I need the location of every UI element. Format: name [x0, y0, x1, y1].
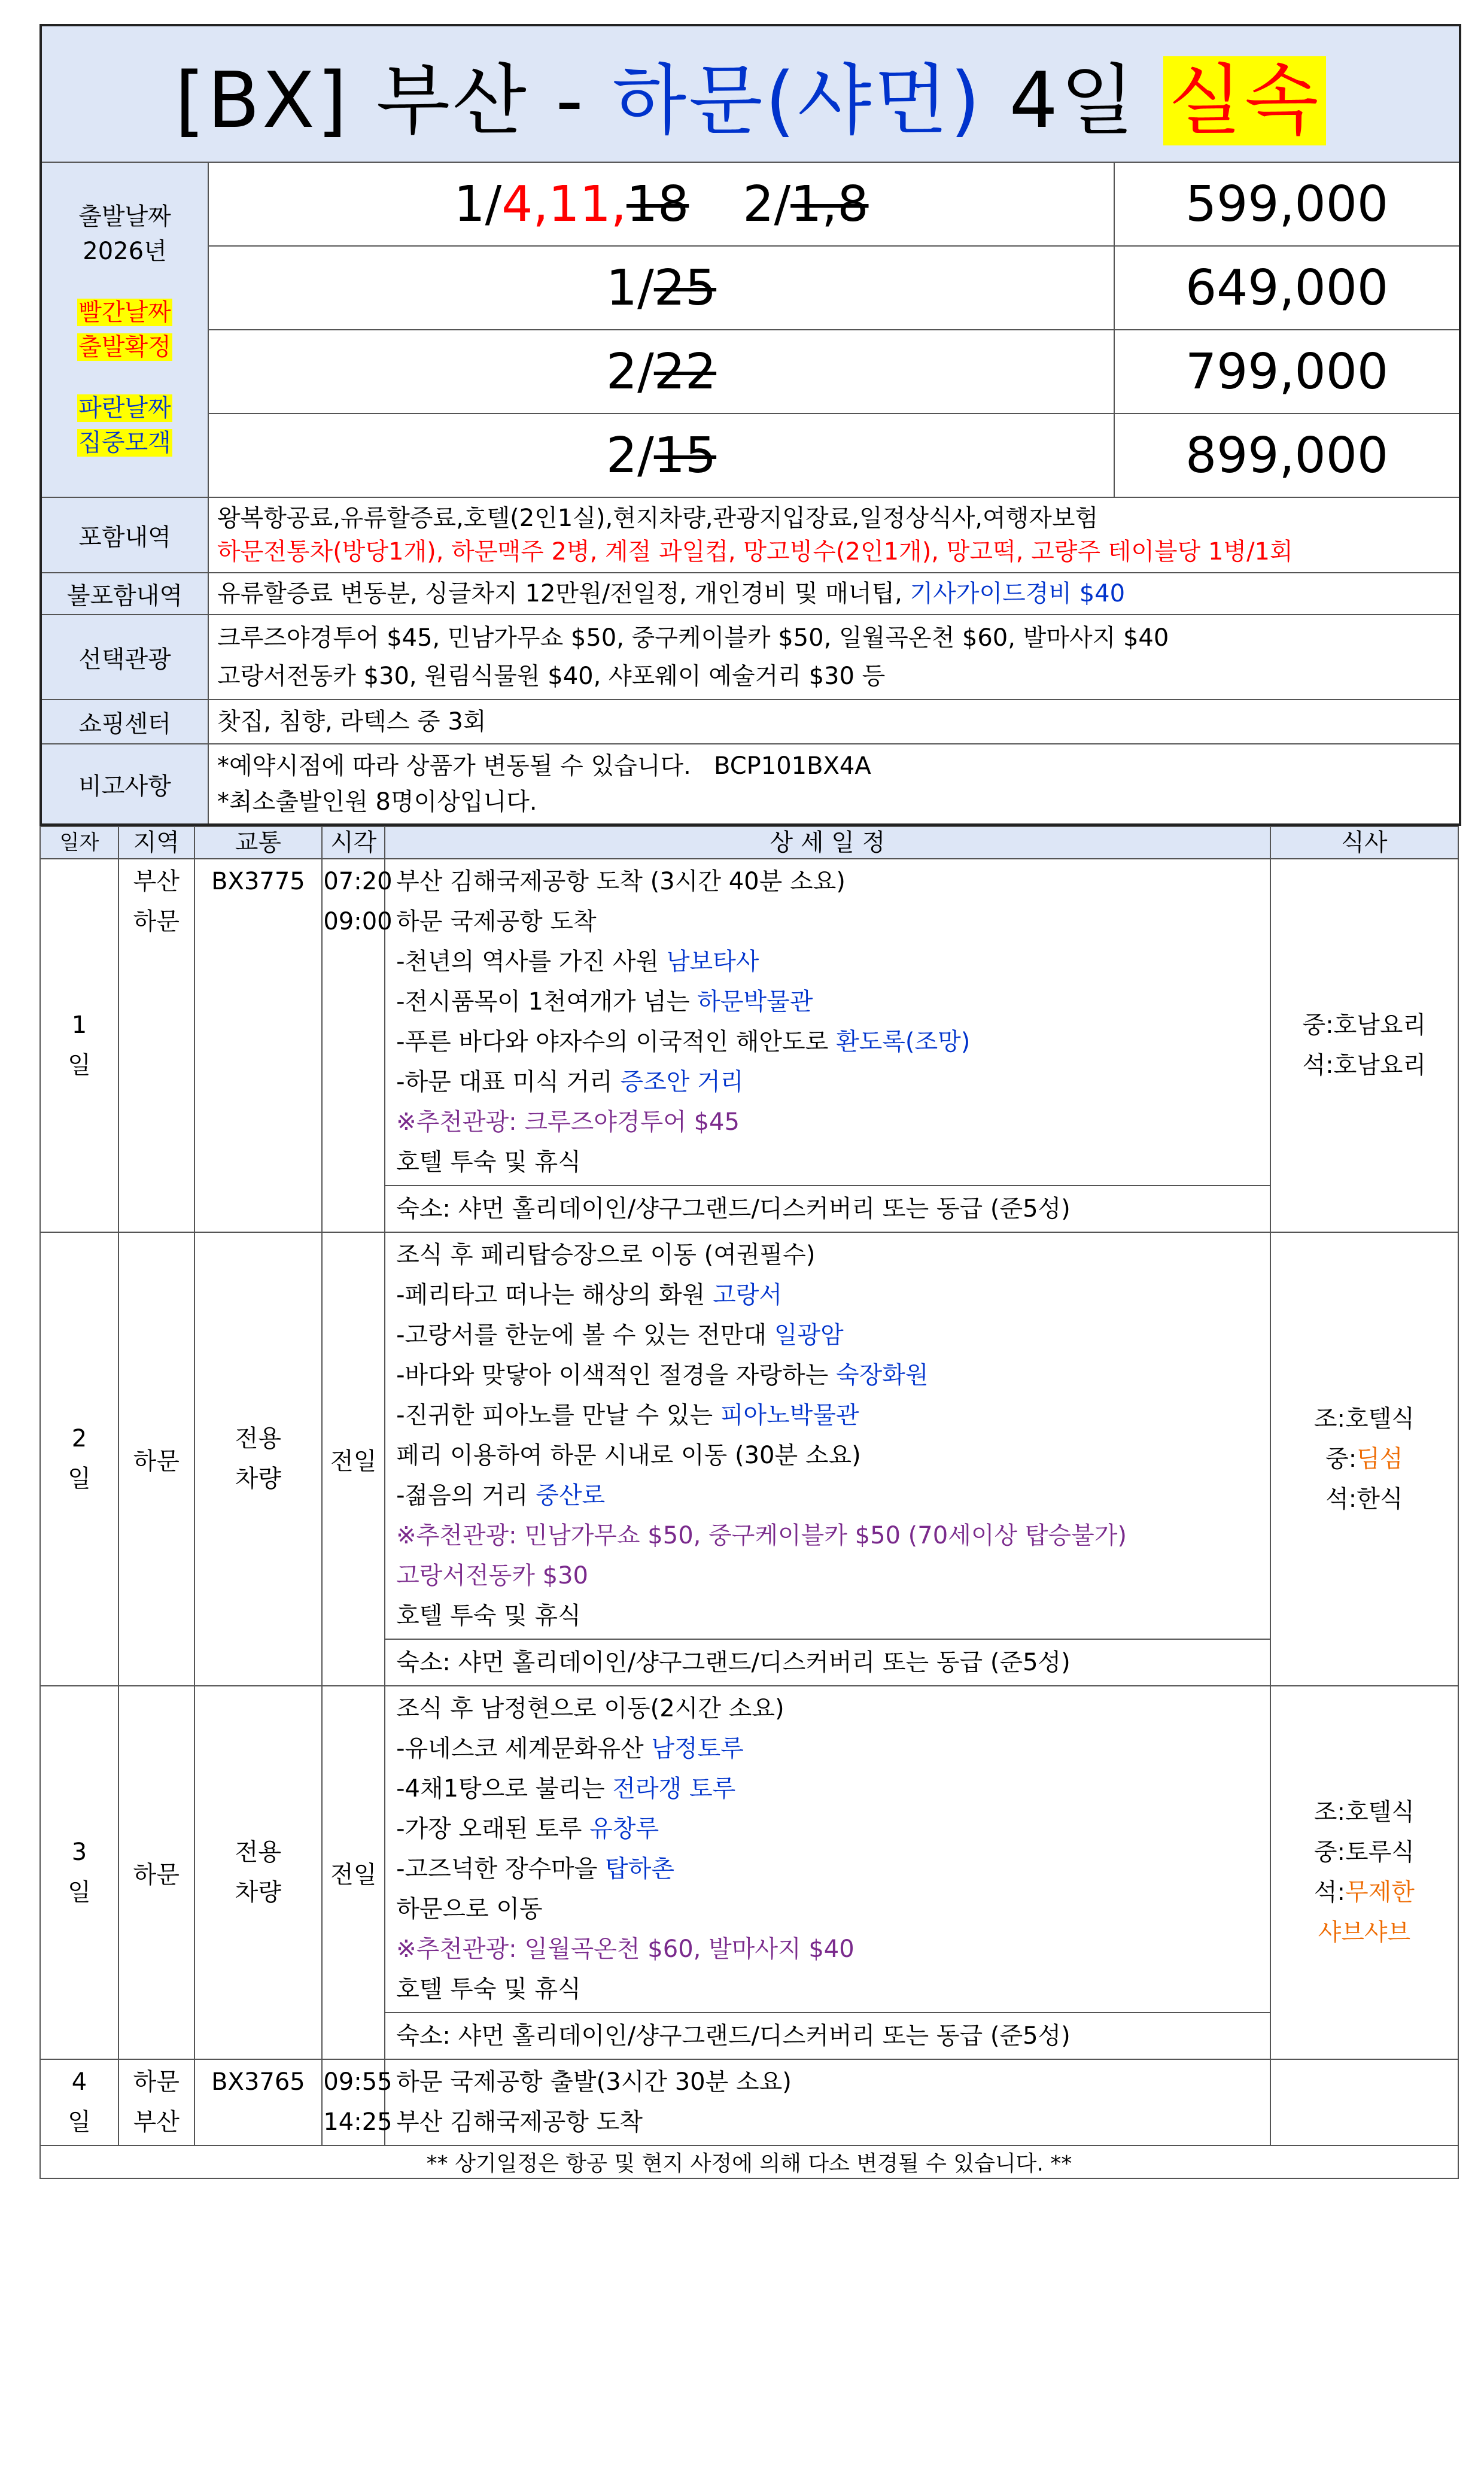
- remarks-line-2: *최소출발인원 8명이상입니다.: [217, 788, 537, 816]
- header-time: 시각: [322, 826, 385, 859]
- detail-line: 페리 이용하여 하문 시내로 이동 (30분 소요): [396, 1442, 861, 1469]
- date-month: 1/: [454, 175, 502, 233]
- region-line: 부산: [133, 2108, 180, 2136]
- header-region: 지역: [118, 826, 194, 859]
- day-3-hotel: 숙소: 샤먼 홀리데이인/샹구그랜드/디스커버리 또는 동급 (준5성): [385, 2013, 1270, 2059]
- detail-text: -바다와 맞닿아 이색적인 절경을 자랑하는: [396, 1361, 836, 1389]
- time-line: 09:55: [323, 2068, 393, 2096]
- region-line: 하문: [133, 2068, 180, 2096]
- header-transport: 교통: [194, 826, 323, 859]
- attraction-name: 증조안 거리: [620, 1068, 744, 1096]
- day-number: 4: [71, 2068, 87, 2096]
- price-row-1: 599,000: [1114, 162, 1460, 246]
- day-unit: 일: [68, 1465, 91, 1493]
- day-2-meals: [1270, 1232, 1458, 1686]
- date-confirmed: 4,11,: [501, 175, 627, 233]
- product-title: [41, 25, 1460, 162]
- detail-text: -전시품목이 1천여개가 넘는: [396, 988, 698, 1016]
- shopping-label: 쇼핑센터: [41, 700, 208, 744]
- excluded-label: 불포함내역: [41, 573, 208, 615]
- meal-prefix: 중:: [1325, 1445, 1357, 1473]
- detail-text: -천년의 역사를 가진 사원: [396, 948, 667, 975]
- day-unit: 일: [68, 1051, 91, 1079]
- gather-legend-2: 집중모객: [78, 429, 171, 457]
- day-1-label: [40, 859, 118, 1232]
- departure-label: [41, 162, 208, 497]
- detail-line: 조식 후 페리탑승장으로 이동 (여권필수): [396, 1241, 816, 1269]
- meal-line: 조:호텔식: [1313, 1798, 1415, 1826]
- attraction-name: 전라갱 토루: [612, 1775, 736, 1803]
- detail-text: -페리타고 떠나는 해상의 화원: [396, 1281, 713, 1309]
- optional-label: 선택관광: [41, 615, 208, 700]
- day-2-transport: [194, 1232, 323, 1686]
- optional-text: [208, 615, 1460, 700]
- day-4-flight: BX3765: [194, 2059, 323, 2145]
- detail-text: -젊음의 거리: [396, 1482, 536, 1509]
- meal-line: [1272, 1873, 1457, 1913]
- transport-line: 전용: [235, 1838, 282, 1866]
- day-1-region: [118, 859, 194, 1232]
- attraction-name: 고랑서: [713, 1281, 783, 1309]
- attraction-name: 숙장화원: [836, 1361, 929, 1389]
- recommended-tour: 고랑서전동카 $30: [396, 1562, 589, 1589]
- detail-text: -가장 오래된 토루: [396, 1815, 590, 1843]
- itinerary-sheet: [39, 24, 1459, 2179]
- title-prefix: [BX] 부산 -: [175, 56, 613, 145]
- price-row-2: 649,000: [1114, 246, 1460, 330]
- detail-line: [396, 1062, 1259, 1102]
- detail-text: -고랑서를 한눈에 볼 수 있는 전만대: [396, 1321, 774, 1349]
- day-4-row: [40, 2059, 1458, 2145]
- confirmed-legend-1: 빨간날짜: [78, 299, 171, 326]
- departure-dates-row-1: [208, 162, 1114, 246]
- departure-dates-row-3: [208, 330, 1114, 414]
- transport-line: 차량: [235, 1465, 282, 1493]
- day-1-meals: [1270, 859, 1458, 1232]
- attraction-name: 환도록(조망): [836, 1028, 971, 1056]
- special-meal: 딤섬: [1357, 1445, 1403, 1473]
- date-closed: 22: [653, 343, 717, 400]
- date-closed: 18: [626, 175, 689, 233]
- region-line: 하문: [133, 908, 180, 935]
- detail-text: -유네스코 세계문화유산: [396, 1735, 652, 1762]
- detail-line: [396, 1729, 1259, 1769]
- day-3-region: 하문: [118, 1686, 194, 2059]
- title-days: 4일: [982, 56, 1164, 145]
- detail-line: 호텔 투숙 및 휴식: [396, 1602, 581, 1630]
- attraction-name: 일광암: [774, 1321, 844, 1349]
- attraction-name: 유창루: [589, 1815, 659, 1843]
- meal-line: 석:한식: [1325, 1485, 1403, 1513]
- day-2-time: 전일: [322, 1232, 385, 1686]
- transport-line: 전용: [235, 1425, 282, 1452]
- day-unit: 일: [68, 2108, 91, 2136]
- detail-line: 하문 국제공항 도착: [396, 908, 597, 935]
- departure-label-line1: 출발날짜: [78, 203, 171, 230]
- meal-line: 중:토루식: [1313, 1838, 1415, 1866]
- meal-line: 석:호남요리: [1302, 1051, 1427, 1079]
- day-number: 3: [71, 1838, 87, 1866]
- departure-dates-row-2: [208, 246, 1114, 330]
- meal-line: [1272, 1439, 1457, 1479]
- transport-line: 차량: [235, 1879, 282, 1906]
- time-line: 09:00: [323, 908, 393, 935]
- optional-line-1: 크루즈야경투어 $45, 민남가무쇼 $50, 중구케이블카 $50, 일월곡온천 $60, 발마사지 $40: [217, 624, 1169, 652]
- included-line-1: 왕복항공료,유류할증료,호텔(2인1실),현지차량,관광지입장료,일정상식사,여행자보험: [217, 504, 1099, 532]
- date-month: 2/: [743, 175, 791, 233]
- day-2-region: 하문: [118, 1232, 194, 1686]
- detail-line: [396, 1355, 1259, 1396]
- date-month: 2/: [606, 343, 654, 400]
- detail-text: -고즈넉한 장수마을: [396, 1855, 606, 1883]
- region-line: 부산: [133, 868, 180, 895]
- detail-line: 부산 김해국제공항 도착 (3시간 40분 소요): [396, 868, 846, 895]
- date-closed: 1,8: [790, 175, 869, 233]
- remarks-text: [208, 744, 1460, 825]
- shopping-text: 찻집, 침향, 라텍스 중 3회: [208, 700, 1460, 744]
- day-4-label: [40, 2059, 118, 2145]
- special-meal: 무제한: [1345, 1879, 1415, 1906]
- remarks-line-1: *예약시점에 따라 상품가 변동될 수 있습니다. BCP101BX4A: [217, 752, 871, 780]
- itinerary-header-row: [40, 826, 1458, 859]
- price-row-3: 799,000: [1114, 330, 1460, 414]
- detail-line: 부산 김해국제공항 도착: [396, 2108, 643, 2136]
- meal-prefix: 석:: [1313, 1879, 1345, 1906]
- detail-line: [396, 1476, 1259, 1516]
- detail-line: [396, 1769, 1259, 1809]
- day-1-hotel: 숙소: 샤먼 홀리데이인/샹구그랜드/디스커버리 또는 동급 (준5성): [385, 1186, 1270, 1232]
- detail-line: 하문 국제공항 출발(3시간 30분 소요): [396, 2068, 792, 2096]
- itinerary-table: [39, 826, 1459, 2179]
- date-closed: 25: [653, 259, 717, 317]
- day-3-time: 전일: [322, 1686, 385, 2059]
- detail-line: 하문으로 이동: [396, 1895, 543, 1923]
- day-4-region: [118, 2059, 194, 2145]
- departure-dates-row-4: [208, 414, 1114, 497]
- detail-text: -하문 대표 미식 거리: [396, 1068, 621, 1096]
- recommended-tour: ※추천관광: 크루즈야경투어 $45: [396, 1108, 740, 1136]
- day-1-times: [322, 859, 393, 1232]
- departure-label-year: 2026년: [83, 238, 167, 265]
- price-row-4: 899,000: [1114, 414, 1460, 497]
- day-4-meals: [1270, 2059, 1458, 2145]
- detail-line: [396, 1275, 1259, 1315]
- excluded-main: 유류할증료 변동분, 싱글차지 12만원/전일정, 개인경비 및 매너팁,: [217, 580, 910, 607]
- day-3-label: [40, 1686, 118, 2059]
- title-badge: 실속: [1163, 56, 1325, 145]
- included-line-2: 하문전통차(방당1개), 하문맥주 2병, 계절 과일컵, 망고빙수(2인1개), 망고떡, 고량주 테이블당 1병/1회: [217, 538, 1293, 566]
- day-4-details: [385, 2059, 1270, 2145]
- day-2-row: [40, 1232, 1458, 1639]
- detail-line: 호텔 투숙 및 휴식: [396, 1148, 581, 1176]
- day-number: 1: [71, 1011, 87, 1039]
- date-month: 1/: [606, 259, 654, 317]
- detail-line: [396, 982, 1259, 1022]
- itinerary-footer-note: ** 상기일정은 항공 및 현지 사정에 의해 다소 변경될 수 있습니다. **: [40, 2145, 1458, 2178]
- meal-line: 중:호남요리: [1302, 1011, 1427, 1039]
- detail-text: -푸른 바다와 야자수의 이국적인 해안도로: [396, 1028, 836, 1056]
- day-3-details: [385, 1686, 1270, 2013]
- special-meal: 샤브샤브: [1318, 1919, 1411, 1946]
- detail-line: [396, 942, 1259, 982]
- recommended-tour: ※추천관광: 일월곡온천 $60, 발마사지 $40: [396, 1935, 854, 1963]
- day-1-row: [40, 859, 1458, 1186]
- title-destination: 하문(샤먼): [612, 56, 983, 145]
- header-detail: 상 세 일 정: [385, 826, 1270, 859]
- day-2-details: [385, 1232, 1270, 1639]
- date-closed: 15: [653, 427, 717, 484]
- day-1-flight: BX3775: [194, 859, 323, 1232]
- day-4-times: [322, 2059, 393, 2145]
- detail-line: 호텔 투숙 및 휴식: [396, 1975, 581, 2003]
- included-label: 포함내역: [41, 497, 208, 573]
- time-line: 07:20: [323, 868, 393, 895]
- detail-line: [396, 1396, 1259, 1436]
- day-2-label: [40, 1232, 118, 1686]
- meal-line: 조:호텔식: [1313, 1405, 1415, 1433]
- day-3-transport: [194, 1686, 323, 2059]
- detail-line: [396, 1849, 1259, 1889]
- detail-text: -4채1탕으로 불리는: [396, 1775, 613, 1803]
- detail-line: [396, 1315, 1259, 1355]
- detail-line: [396, 1809, 1259, 1849]
- detail-text: -진귀한 피아노를 만날 수 있는: [396, 1402, 720, 1429]
- day-3-row: [40, 1686, 1458, 2013]
- attraction-name: 남보타사: [666, 948, 759, 975]
- included-text: [208, 497, 1460, 573]
- day-number: 2: [71, 1425, 87, 1452]
- detail-line: 조식 후 남정현으로 이동(2시간 소요): [396, 1695, 784, 1722]
- time-line: 14:25: [323, 2108, 393, 2136]
- day-3-meals: [1270, 1686, 1458, 2059]
- day-unit: 일: [68, 1879, 91, 1906]
- confirmed-legend-2: 출발확정: [78, 333, 171, 361]
- attraction-name: 중산로: [536, 1482, 606, 1509]
- optional-line-2: 고랑서전동카 $30, 원림식물원 $40, 샤포웨이 예술거리 $30 등: [217, 662, 886, 690]
- gather-legend-1: 파란날짜: [78, 394, 171, 422]
- excluded-text: [208, 573, 1460, 615]
- attraction-name: 하문박물관: [697, 988, 813, 1016]
- product-info-table: [39, 24, 1461, 826]
- attraction-name: 남정토루: [651, 1735, 744, 1762]
- detail-line: [396, 1022, 1259, 1062]
- date-month: 2/: [606, 427, 654, 484]
- attraction-name: 탑하촌: [605, 1855, 675, 1883]
- day-2-hotel: 숙소: 샤먼 홀리데이인/샹구그랜드/디스커버리 또는 동급 (준5성): [385, 1639, 1270, 1686]
- recommended-tour: ※추천관광: 민남가무쇼 $50, 중구케이블카 $50 (70세이상 탑승불가): [396, 1522, 1127, 1549]
- attraction-name: 피아노박물관: [720, 1402, 859, 1429]
- day-1-details: [385, 859, 1270, 1186]
- excluded-guide-fee: 기사가이드경비 $40: [910, 580, 1126, 607]
- header-meal: 식사: [1270, 826, 1458, 859]
- header-day: 일자: [40, 826, 118, 859]
- remarks-label: 비고사항: [41, 744, 208, 825]
